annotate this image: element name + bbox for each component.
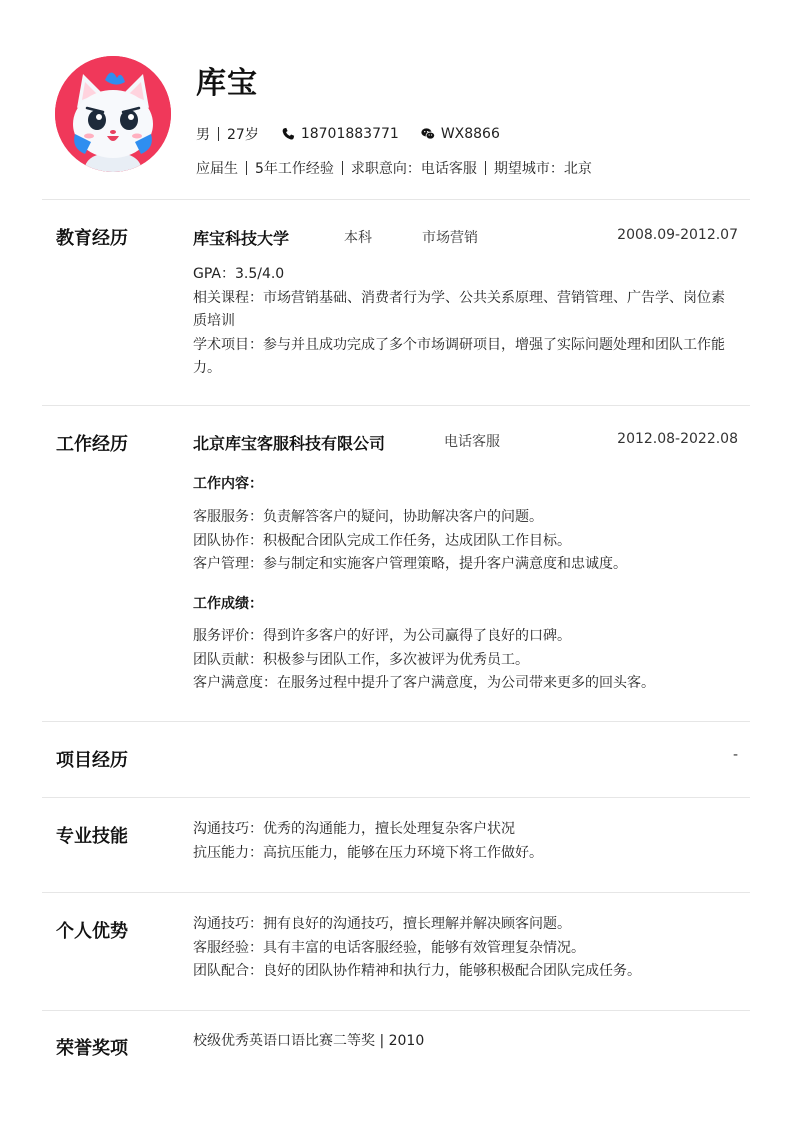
achievement-item: 客户满意度：在服务过程中提升了客户满意度，为公司带来更多的回头客。: [193, 675, 655, 691]
expected-city: 期望城市：北京: [493, 161, 592, 177]
work-content-item: 团队协作：积极配合团队完成工作任务，达成团队工作目标。: [193, 532, 571, 549]
honors-section: [193, 1030, 738, 1054]
major: 市场营销: [422, 230, 478, 246]
strength-item: 沟通技巧：拥有良好的沟通技巧，擅长理解并解决顾客问题。: [193, 916, 571, 932]
basic-info-line: [196, 124, 500, 144]
gender: 男: [196, 127, 210, 143]
wechat-id: WX8866: [440, 126, 500, 142]
work-title: 工作经历: [56, 434, 128, 455]
degree: 本科: [344, 230, 372, 246]
work-content-item: 客服服务：负责解答客户的疑问，协助解决客户的问题。: [193, 509, 543, 525]
phone-number: 18701883771: [300, 126, 399, 142]
education-section: [193, 226, 738, 376]
divider: [42, 1010, 750, 1011]
school-name: 库宝科技大学: [193, 229, 290, 248]
projects-section: [193, 747, 738, 769]
work-content-title: 工作内容：: [193, 476, 263, 492]
separator: [485, 161, 486, 175]
divider: [42, 405, 750, 406]
work-achievement-title: 工作成绩：: [193, 596, 263, 612]
strength-item: 客服经验：具有丰富的电话客服经验，能够有效管理复杂情况。: [193, 939, 585, 956]
skill-item: 抗压能力：高抗压能力，能够在压力环境下将工作做好。: [193, 844, 543, 861]
skills-section: [193, 818, 738, 865]
status: 应届生: [196, 161, 238, 177]
courses: 相关课程：市场营销基础、消费者行为学、公共关系原理、营销管理、广告学、岗位素质培训: [193, 289, 725, 329]
honor-item: 校级优秀英语口语比赛二等奖 | 2010: [193, 1033, 425, 1049]
honors-title: 荣誉奖项: [56, 1038, 128, 1059]
divider: [42, 199, 750, 200]
gpa: GPA：3.5/4.0: [193, 266, 285, 282]
strengths-title: 个人优势: [56, 921, 128, 942]
skills-title: 专业技能: [56, 826, 128, 847]
phone-icon: [281, 127, 295, 141]
strengths-section: [193, 913, 738, 984]
profile-header: [0, 0, 792, 200]
achievement-item: 服务评价：得到许多客户的好评，为公司赢得了良好的口碑。: [193, 628, 571, 644]
academic-projects: 学术项目：参与并且成功完成了多个市场调研项目，增强了实际问题处理和团队工作能力。: [193, 336, 725, 376]
cat-mascot-icon: [55, 56, 171, 172]
education-date: 2008.09-2012.07: [617, 227, 738, 243]
education-title: 教育经历: [56, 228, 128, 249]
strength-item: 团队配合：良好的团队协作精神和执行力，能够积极配合团队完成任务。: [193, 963, 641, 979]
separator: [246, 161, 247, 175]
company-name: 北京库宝客服科技有限公司: [193, 434, 386, 453]
job-intention: 求职意向：电话客服: [350, 161, 477, 177]
candidate-name: 库宝: [196, 66, 258, 101]
wechat-icon: [421, 127, 435, 141]
avatar: [55, 56, 171, 172]
projects-value: -: [732, 747, 738, 763]
age: 27岁: [227, 127, 259, 143]
divider: [42, 797, 750, 798]
work-section: [193, 431, 738, 701]
work-date: 2012.08-2022.08: [617, 431, 738, 447]
achievement-item: 团队贡献：积极参与团队工作，多次被评为优秀员工。: [193, 651, 529, 668]
job-info-line: [196, 158, 592, 178]
divider: [42, 721, 750, 722]
separator: [342, 161, 343, 175]
experience: 5年工作经验: [255, 161, 334, 177]
separator: [218, 127, 219, 141]
projects-title: 项目经历: [56, 750, 128, 771]
skill-item: 沟通技巧：优秀的沟通能力，擅长处理复杂客户状况: [193, 821, 515, 837]
divider: [42, 892, 750, 893]
work-content-item: 客户管理：参与制定和实施客户管理策略，提升客户满意度和忠诚度。: [193, 556, 627, 572]
job-role: 电话客服: [444, 434, 500, 450]
